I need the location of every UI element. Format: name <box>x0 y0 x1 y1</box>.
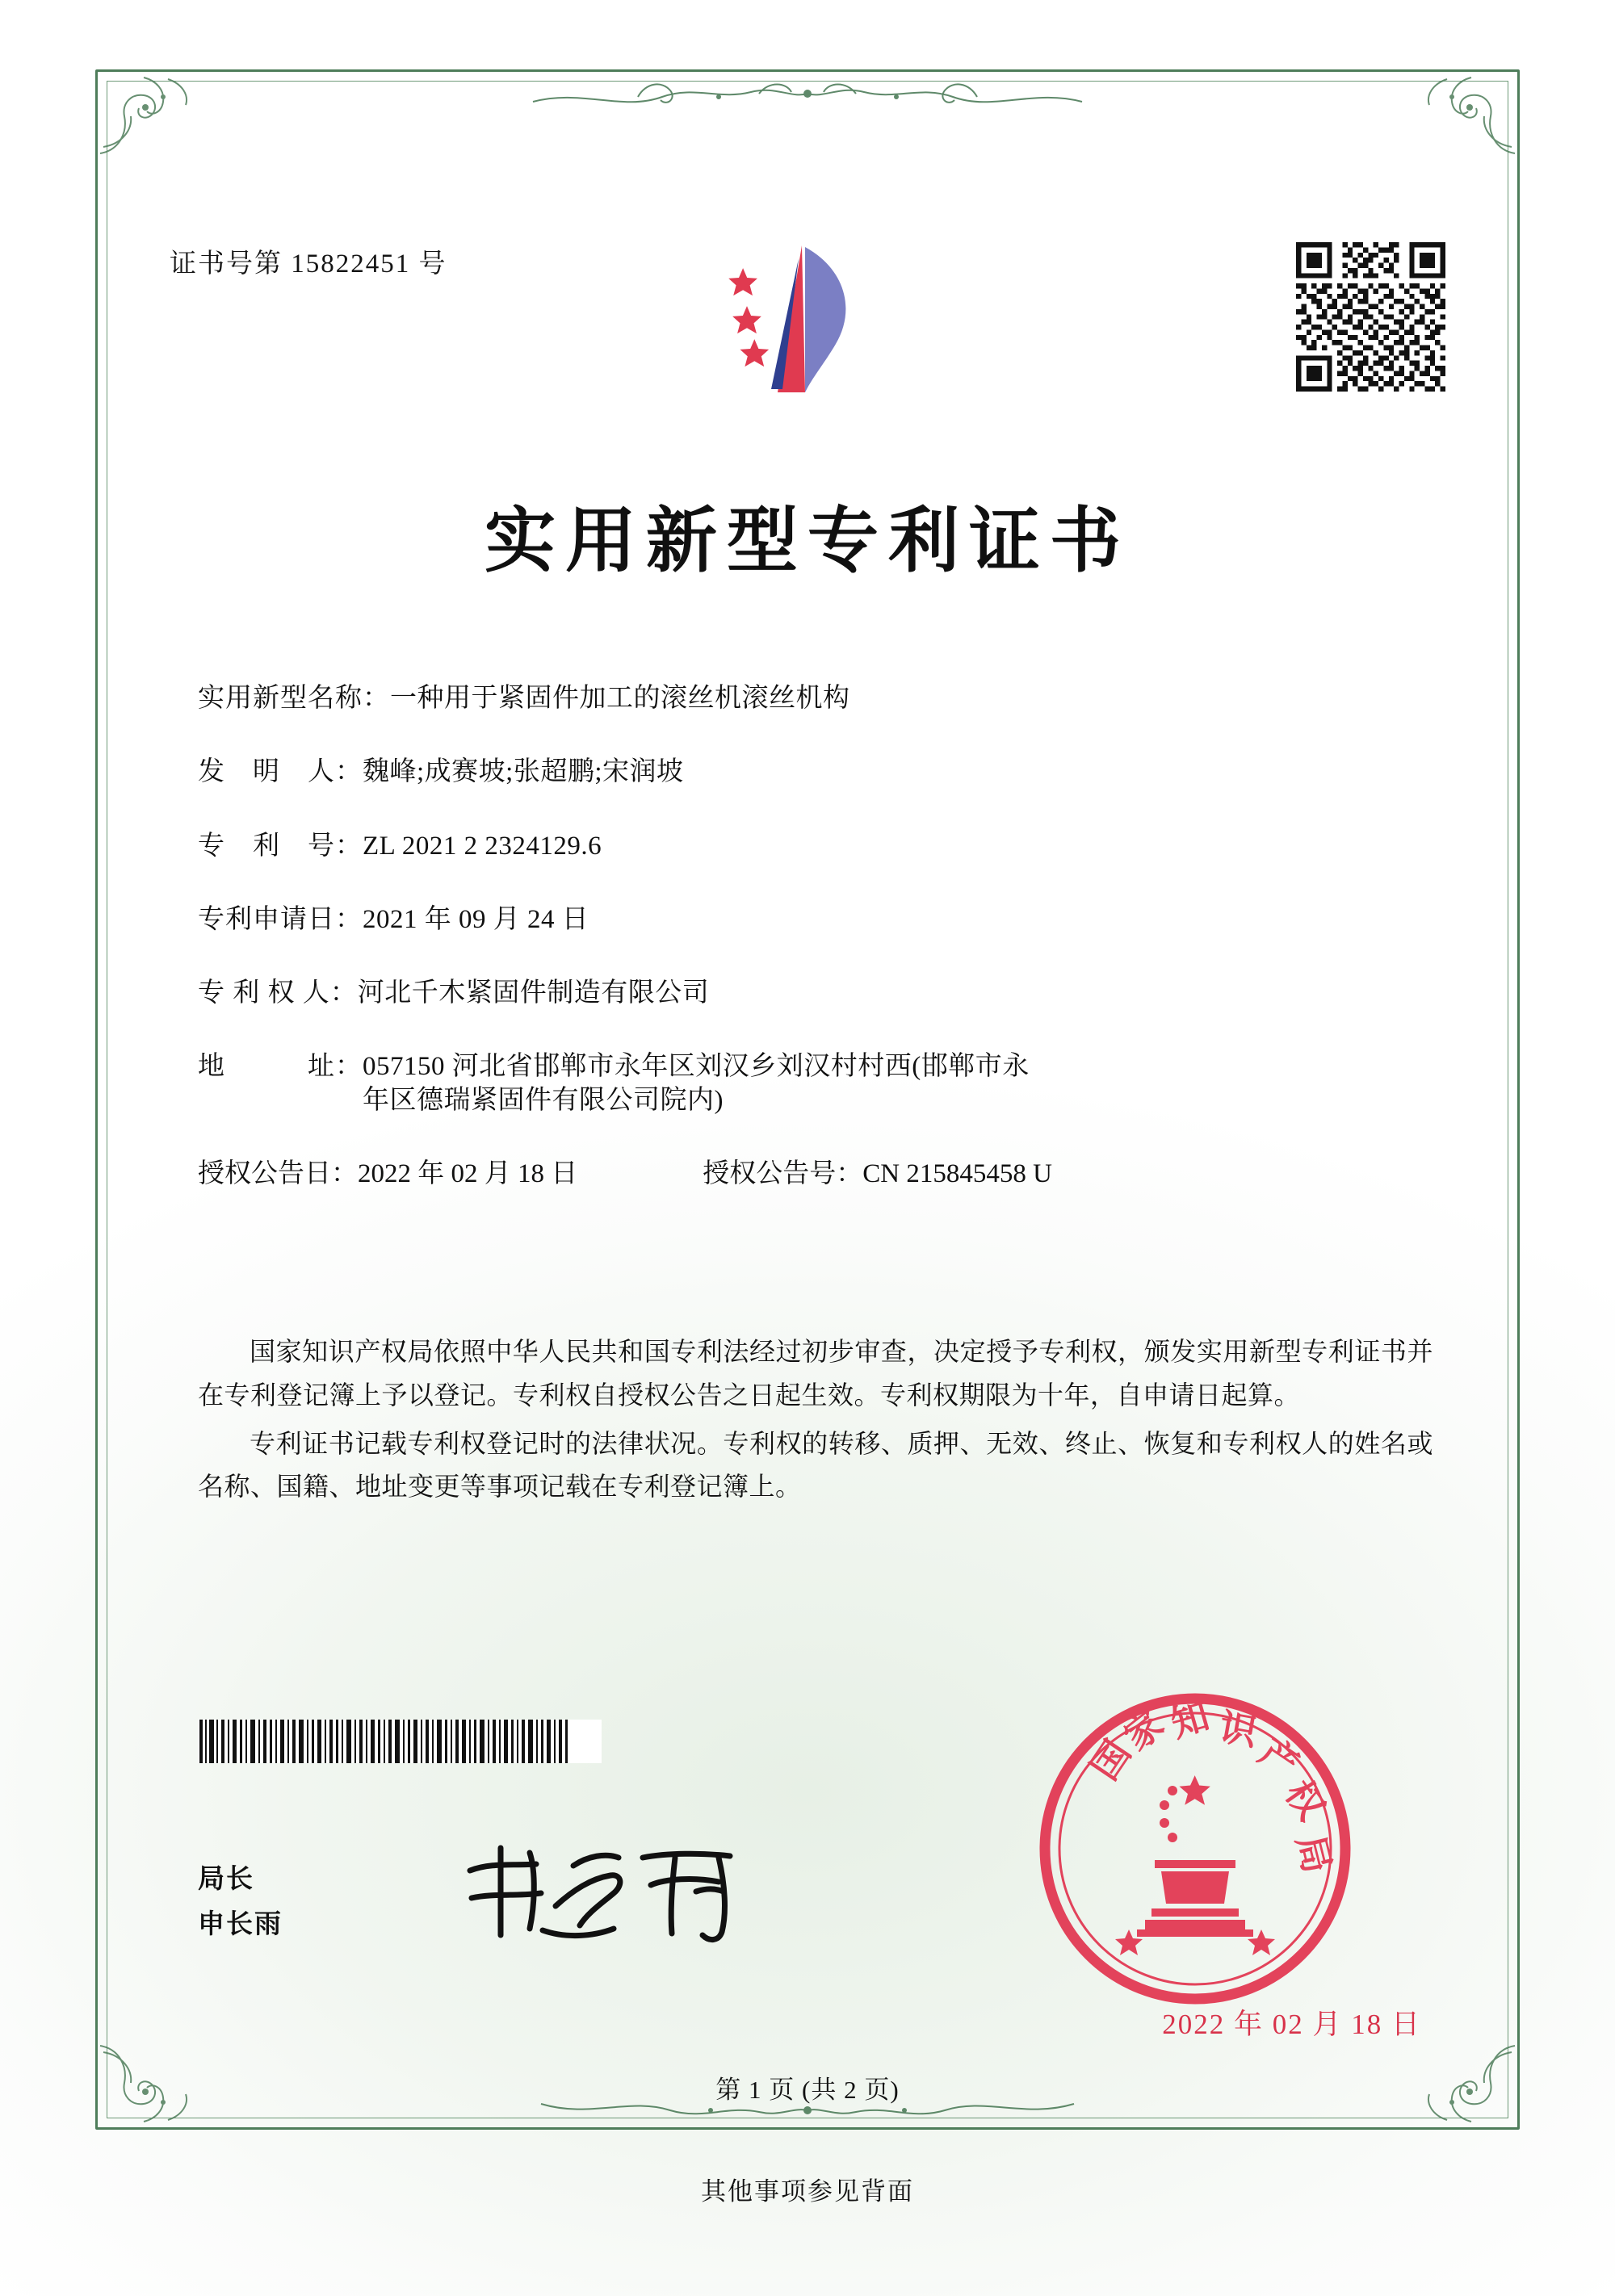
field-label: 专 利 权 人： <box>198 978 358 1008</box>
field-application-date <box>198 903 1433 936</box>
grant-date-value: 2022 年 02 月 18 日 <box>358 1158 578 1188</box>
svg-text:知: 知 <box>1166 1693 1214 1746</box>
grant-number-label: 授权公告号： <box>703 1158 863 1188</box>
field-list <box>198 682 1433 1215</box>
seal-date: 2022 年 02 月 18 日 <box>1162 2009 1421 2040</box>
field-value: ZL 2021 2 2324129.6 <box>363 831 602 861</box>
field-address <box>198 1050 1433 1117</box>
legal-text-block <box>198 1330 1433 1514</box>
svg-text:权: 权 <box>1276 1772 1334 1828</box>
field-value: 2021 年 09 月 24 日 <box>363 904 589 934</box>
field-value-line1: 057150 河北省邯郸市永年区刘汉乡刘汉村村西(邯郸市永 <box>363 1052 1030 1082</box>
paragraph-1: 国家知识产权局依照中华人民共和国专利法经过初步审查，决定授予专利权，颁发实用新型专利证书并在专利登记簿上予以登记。专利权自授权公告之日起生效。专利权期限为十年，自申请日起算。 <box>198 1337 1433 1410</box>
top-flourish-icon <box>517 65 1098 121</box>
corner-ornament-icon <box>1399 69 1520 158</box>
field-label: 专 利 号： <box>198 831 363 861</box>
grant-number-value: CN 215845458 U <box>862 1158 1052 1188</box>
patent-office-emblem-icon <box>715 231 900 425</box>
field-label: 专利申请日： <box>198 904 363 934</box>
signature-block <box>198 1857 283 1947</box>
paragraph-2: 专利证书记载专利权登记时的法律状况。专利权的转移、质押、无效、终止、恢复和专利权人的姓名或名称、国籍、地址变更等事项记载在专利登记簿上。 <box>198 1428 1433 1502</box>
grant-date-label: 授权公告日： <box>198 1158 358 1188</box>
field-label: 发 明 人： <box>198 757 363 787</box>
corner-ornament-icon <box>95 69 216 158</box>
signature-name: 申长雨 <box>198 1910 283 1940</box>
field-value: 魏峰;成赛坡;张超鹏;宋润坡 <box>363 757 684 787</box>
svg-text:产: 产 <box>1251 1729 1307 1787</box>
field-label: 实用新型名称： <box>198 684 390 713</box>
field-value: 河北千木紧固件制造有限公司 <box>357 978 710 1008</box>
certificate-number: 证书号第 15822451 号 <box>170 249 447 279</box>
signature-role: 局长 <box>198 1865 254 1894</box>
field-utility-model-name <box>198 682 1433 715</box>
svg-text:局: 局 <box>1288 1830 1340 1878</box>
svg-text:国: 国 <box>1082 1732 1139 1788</box>
field-inventors <box>198 756 1433 789</box>
field-patent-number <box>198 830 1433 863</box>
back-side-note: 其他事项参见背面 <box>701 2177 914 2206</box>
field-value-line2: 年区德瑞紧固件有限公司院内) <box>363 1085 724 1115</box>
page-title: 实用新型专利证书 <box>484 498 1130 582</box>
svg-text:识: 识 <box>1216 1704 1261 1754</box>
field-grant-row <box>198 1158 1433 1191</box>
official-red-seal-icon <box>1034 1687 1357 2010</box>
field-label: 地 址： <box>198 1052 363 1082</box>
qr-code-icon <box>1296 242 1445 392</box>
svg-text:家: 家 <box>1115 1701 1172 1759</box>
barcode-icon <box>198 1720 602 1763</box>
field-patentee <box>198 977 1433 1010</box>
handwritten-signature-icon <box>452 1829 791 1950</box>
field-value: 一种用于紧固件加工的滚丝机滚丝机构 <box>390 684 850 713</box>
page-number: 第 1 页 (共 2 页) <box>715 2076 900 2104</box>
